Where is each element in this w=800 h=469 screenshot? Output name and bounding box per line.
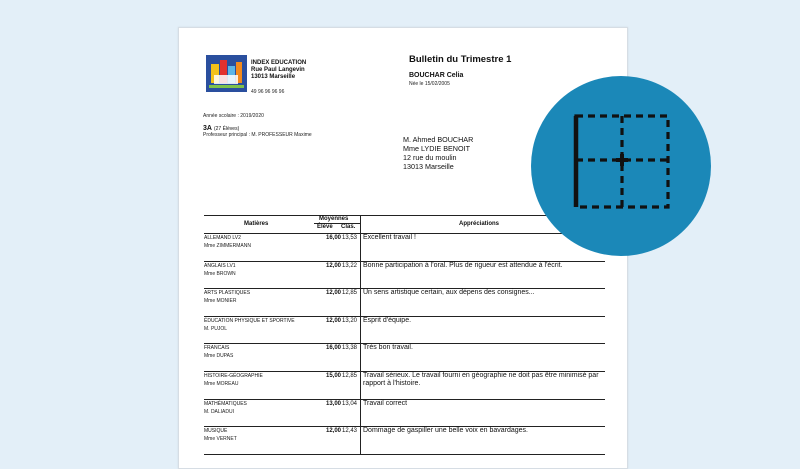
column-divider <box>360 234 361 261</box>
head-teacher: Professeur principal : M. PROFESSEUR Maxime <box>203 132 312 138</box>
class-average: 12,43 <box>342 428 358 435</box>
class-name: 3A <box>203 125 212 132</box>
class-average: 12,85 <box>342 290 358 297</box>
class-average: 13,04 <box>342 400 358 407</box>
teacher-name: Mme BROWN <box>204 270 236 277</box>
school-logo-icon <box>206 55 247 92</box>
table-row <box>204 427 605 455</box>
class-average: 13,20 <box>342 317 358 324</box>
student-name: BOUCHAR Celia <box>409 72 464 79</box>
address-line: 13013 Marseille <box>403 162 454 172</box>
school-city: 13013 Marseille <box>251 74 296 80</box>
column-divider <box>360 427 361 454</box>
parent-address <box>403 135 473 171</box>
student-average: 12,00 <box>325 428 341 435</box>
teacher-name: Mme ZIMMERMANN <box>204 243 251 249</box>
school-info <box>251 60 306 81</box>
address-line: 12 rue du moulin <box>403 153 457 163</box>
teacher-name: Mme MOREAU <box>204 380 239 387</box>
teacher-name: Mme MONIER <box>204 298 237 305</box>
table-row <box>204 317 605 345</box>
class-average: 13,38 <box>342 345 358 352</box>
subject-name: HISTOIRE-GÉOGRAPHIE <box>204 372 263 379</box>
header-student: Élève <box>317 224 333 230</box>
teacher-comment: Bonne participation à l'oral. Plus de rigueur est attendue à l'écrit. <box>363 261 563 269</box>
column-divider <box>360 400 361 427</box>
subject-name: ARTS PLASTIQUES <box>204 290 251 297</box>
teacher-name: M. PUJOL <box>204 325 228 332</box>
address-line: Mme LYDIE BENOIT <box>403 144 470 154</box>
subject-name: ÉDUCATION PHYSIQUE ET SPORTIVE <box>204 317 295 324</box>
student-average: 12,00 <box>325 262 341 269</box>
header-subjects: Matières <box>244 221 269 227</box>
student-average: 13,00 <box>325 400 341 407</box>
bulletin-title: Bulletin du Trimestre 1 <box>409 54 512 65</box>
header-class: Clas. <box>341 224 356 230</box>
class-average: 13,22 <box>342 262 358 269</box>
teacher-comment: Travail sérieux. Le travail fourni en géographie ne doit pas être minimisé par rapport à l'histoire. <box>363 371 599 388</box>
table-row <box>204 262 605 290</box>
teacher-name: M. DALIADUI <box>204 408 235 415</box>
school-phone: 49 96 96 96 96 <box>251 89 285 95</box>
teacher-name: Mme VERNET <box>204 436 237 443</box>
class-count: (27 Élèves) <box>213 126 240 132</box>
teacher-name: Mme DUPAS <box>204 353 234 360</box>
class-average: 12,85 <box>342 372 358 379</box>
student-average: 15,00 <box>325 372 341 379</box>
subject-name: ANGLAIS LV1 <box>204 262 236 269</box>
teacher-comment: Très bon travail. <box>363 344 413 352</box>
school-name: INDEX EDUCATION <box>251 60 307 66</box>
school-street: Rue Paul Langevin <box>251 67 305 73</box>
teacher-comment: Dommage de gaspiller une belle voix en bavardages. <box>363 427 528 435</box>
table-layout-badge <box>531 76 711 256</box>
student-birthdate: Née le 15/02/2005 <box>409 81 450 87</box>
teacher-comment: Esprit d'équipe. <box>363 316 412 324</box>
teacher-comment: Un sens artistique certain, aux dépens des consignes... <box>363 289 535 297</box>
table-row <box>204 344 605 372</box>
subject-name: MATHÉMATIQUES <box>204 400 247 407</box>
student-average: 16,00 <box>325 235 341 241</box>
address-line: M. Ahmed BOUCHAR <box>403 135 474 144</box>
table-row <box>204 400 605 428</box>
column-divider <box>360 372 361 399</box>
class-average: 13,53 <box>342 235 358 241</box>
student-average: 12,00 <box>325 317 341 324</box>
column-divider <box>360 344 361 371</box>
teacher-comment: Excellent travail ! <box>363 234 416 241</box>
table-body <box>204 234 605 455</box>
header-column-divider <box>360 216 361 233</box>
subject-name: MUSIQUE <box>204 428 228 435</box>
school-year: Année scolaire : 2019/2020 <box>203 113 264 119</box>
student-average: 12,00 <box>325 290 341 297</box>
header-averages: Moyennes <box>319 216 349 222</box>
student-average: 16,00 <box>325 345 341 352</box>
table-layout-icon <box>531 76 711 256</box>
table-row <box>204 289 605 317</box>
header-comments: Appréciations <box>459 221 500 227</box>
teacher-comment: Travail correct <box>363 399 408 407</box>
table-row <box>204 372 605 400</box>
column-divider <box>360 289 361 316</box>
subject-name: ALLEMAND LV2 <box>204 235 241 241</box>
column-divider <box>360 262 361 289</box>
subject-name: FRANCAIS <box>204 345 230 352</box>
column-divider <box>360 317 361 344</box>
class-line <box>203 125 239 132</box>
